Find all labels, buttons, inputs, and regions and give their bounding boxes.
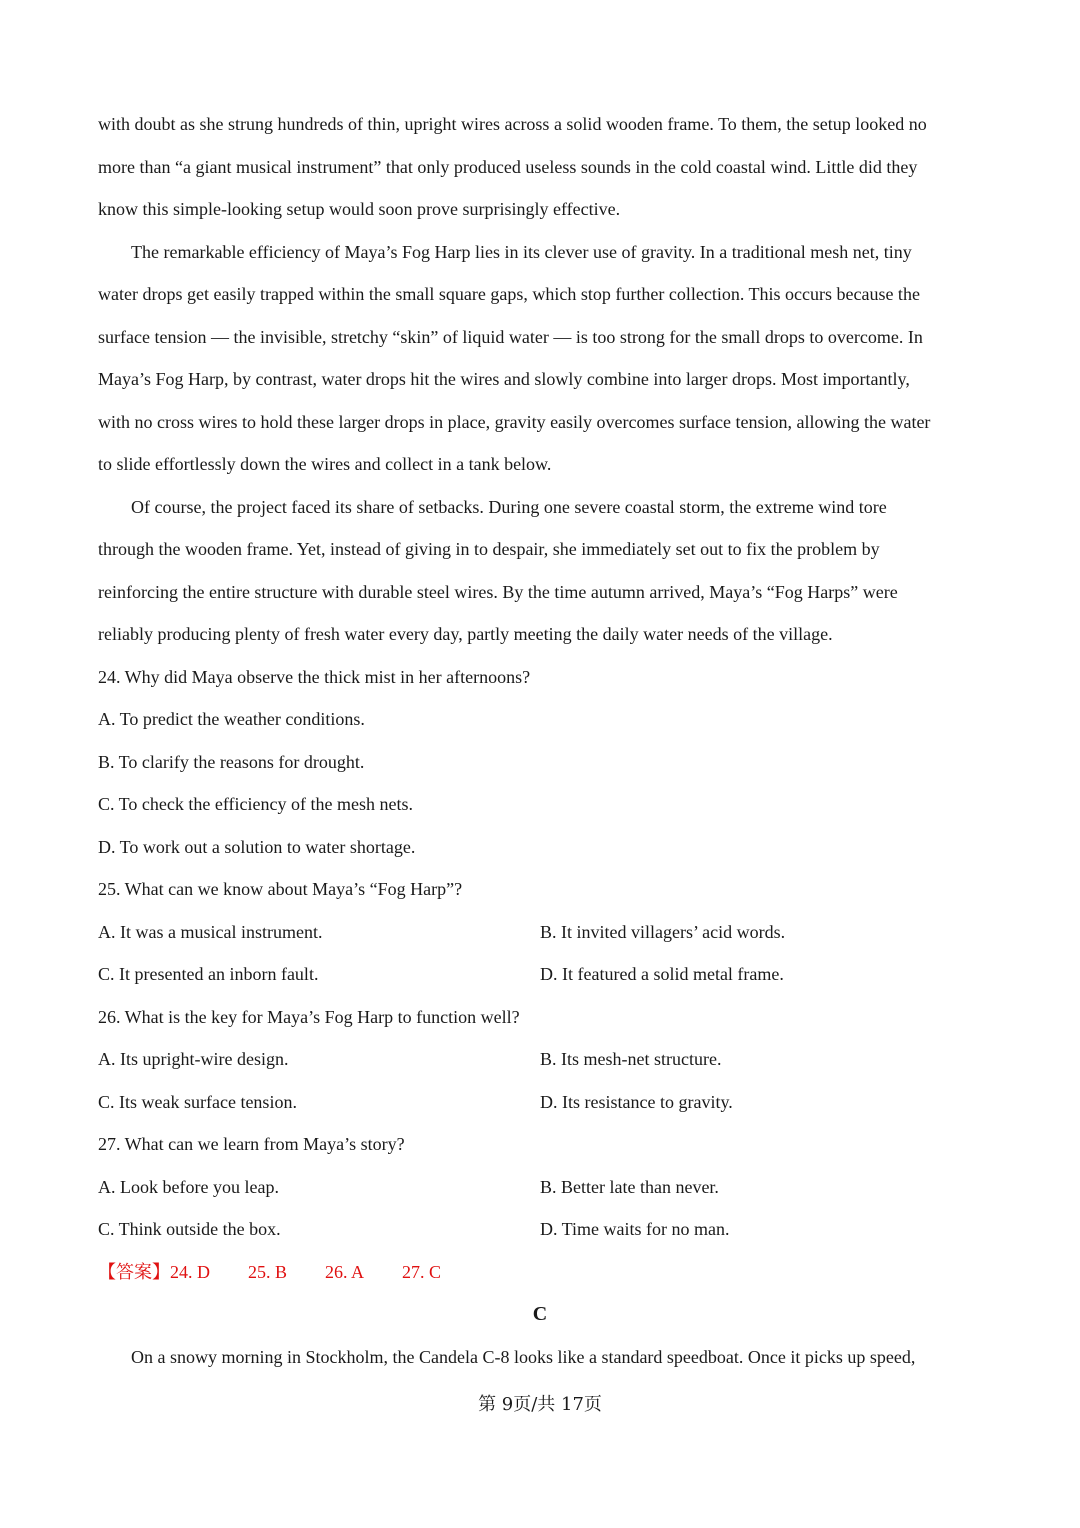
question-26-options-row-2	[98, 1081, 982, 1124]
question-24-stem: 24. Why did Maya observe the thick mist in her afternoons?	[98, 666, 531, 687]
passage-c-first-line: On a snowy morning in Stockholm, the Candela C-8 looks like a standard speedboat. Once it picks up speed,	[131, 1346, 916, 1367]
text-line: more than “a giant musical instrument” that only produced useless sounds in the cold coastal wind. Little did they	[98, 156, 918, 177]
text-line: surface tension — the invisible, stretchy “skin” of liquid water — is too strong for the small drops to overcome. In	[98, 326, 923, 347]
text-line: through the wooden frame. Yet, instead of giving in to despair, she immediately set out to fix the problem by	[98, 539, 880, 559]
text-line: Maya’s Fog Harp, by contrast, water drops hit the wires and slowly combine into larger drops. Most importantly,	[98, 369, 910, 389]
text-line: water drops get easily trapped within the small square gaps, which stop further collection. This occurs because the	[98, 284, 920, 304]
passage-b-paragraph-1	[98, 103, 982, 231]
text-line: know this simple-looking setup would soon prove surprisingly effective.	[98, 199, 621, 219]
question-25-option-b: B. It invited villagers’ acid words.	[540, 921, 786, 942]
passage-b-paragraph-3	[98, 486, 982, 656]
question-27-stem: 27. What can we learn from Maya’s story?	[98, 1134, 405, 1154]
question-24-option-a: A. To predict the weather conditions.	[98, 709, 365, 729]
question-25-options-row-2	[98, 953, 982, 996]
question-27-option-a: A. Look before you leap.	[98, 1176, 279, 1197]
answer-24: 24. D	[170, 1261, 210, 1282]
question-24-option-d: D. To work out a solution to water shortage.	[98, 836, 416, 857]
question-24-option-c: C. To check the efficiency of the mesh nets.	[98, 794, 413, 814]
question-26-option-a: A. Its upright-wire design.	[98, 1049, 289, 1069]
question-27-option-c: C. Think outside the box.	[98, 1219, 281, 1239]
text-line: with no cross wires to hold these larger drops in place, gravity easily overcomes surface tension, allowing the water	[98, 411, 931, 432]
question-25-option-d: D. It featured a solid metal frame.	[540, 964, 784, 984]
answer-key	[98, 1251, 982, 1294]
text-line: reinforcing the entire structure with durable steel wires. By the time autumn arrived, Maya’s “Fog Harps” were	[98, 581, 898, 602]
question-25-option-c: C. It presented an inborn fault.	[98, 964, 319, 984]
answer-27: 27. C	[402, 1261, 442, 1282]
text-line: Of course, the project faced its share of setbacks. During one severe coastal storm, the extreme wind tore	[131, 496, 887, 517]
question-26-option-b: B. Its mesh-net structure.	[540, 1049, 722, 1069]
question-26-option-c: C. Its weak surface tension.	[98, 1091, 297, 1112]
question-27-option-b: B. Better late than never.	[540, 1176, 719, 1197]
passage-b-paragraph-2	[98, 231, 982, 486]
section-heading-c: C	[532, 1303, 548, 1325]
question-26-option-d: D. Its resistance to gravity.	[540, 1091, 733, 1112]
question-27-option-d: D. Time waits for no man.	[540, 1219, 730, 1239]
question-25-stem: 25. What can we know about Maya’s “Fog Harp”?	[98, 879, 463, 899]
question-26-options-row-1	[98, 1038, 982, 1081]
question-25-options-row-1	[98, 911, 982, 954]
document-page	[98, 103, 982, 1378]
text-line: The remarkable efficiency of Maya’s Fog Harp lies in its clever use of gravity. In a traditional mesh net, tiny	[131, 241, 912, 262]
question-24-option-b: B. To clarify the reasons for drought.	[98, 751, 365, 772]
page-footer: 第 9页/共 17页	[478, 1394, 602, 1415]
question-27-options-row-1	[98, 1166, 982, 1209]
answer-26: 26. A	[325, 1261, 365, 1282]
text-line: to slide effortlessly down the wires and collect in a tank below.	[98, 454, 552, 474]
text-line: reliably producing plenty of fresh water every day, partly meeting the daily water needs of the village.	[98, 624, 833, 644]
question-26-stem: 26. What is the key for Maya’s Fog Harp to function well?	[98, 1006, 520, 1027]
question-25-option-a: A. It was a musical instrument.	[98, 921, 323, 942]
text-line: with doubt as she strung hundreds of thin, upright wires across a solid wooden frame. To them, the setup looked no	[98, 114, 927, 134]
answer-label: 【答案】	[98, 1261, 170, 1282]
question-27-options-row-2	[98, 1208, 982, 1251]
answer-25: 25. B	[248, 1261, 288, 1282]
